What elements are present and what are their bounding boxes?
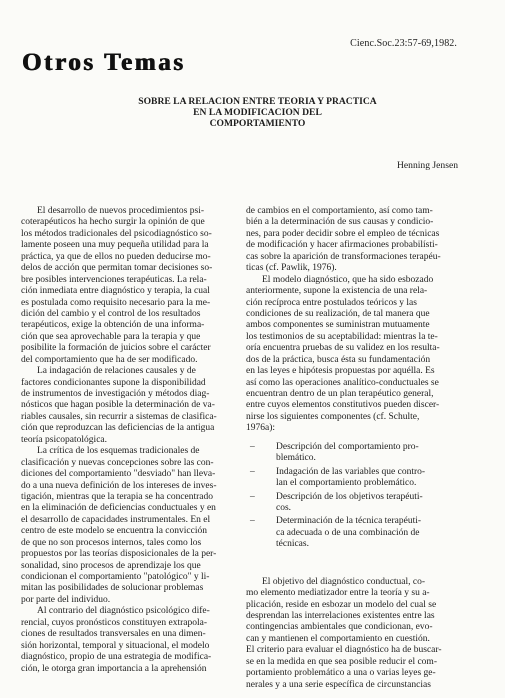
text-line: bién a la determinación de sus causas y condicio-: [246, 217, 434, 228]
list-item-line: cos.: [276, 502, 292, 513]
text-line: ción, le otorga gran importancia a la aprehensión: [21, 663, 207, 674]
text-line: La indagación de relaciones causales y de: [37, 366, 196, 377]
text-line: El modelo diagnóstico, que ha sido esbozado: [262, 274, 434, 285]
text-line: cas sobre la aparición de transformaciones terapéu-: [246, 251, 441, 262]
list-item: [246, 467, 459, 490]
text-line: nirse los siguientes componentes (cf. Schulte,: [246, 411, 420, 422]
text-line: en la eliminación de deficiencias conductuales y en: [21, 503, 216, 514]
text-line: ción que sea aprovechable para la terapia y que: [21, 331, 201, 342]
text-line: dos de la práctica, busca ésta su fundamentación: [246, 354, 431, 365]
text-line: los testimonios de su aceptabilidad: mientras la te-: [246, 331, 438, 342]
list-item-line: Descripción de los objetivos terapéuti-: [276, 491, 423, 502]
text-line: condicionan el comportamiento "patológico" y li-: [21, 572, 210, 582]
text-line: de cambios en el comportamiento, así como tam-: [246, 206, 433, 216]
text-line: teoría psicopatológica.: [21, 434, 107, 445]
text-line: tigación, mientras que la terapia se ha concentrado: [21, 491, 214, 502]
text-line: bre posibles intervenciones terapéuticas. La rela-: [21, 274, 207, 285]
article-title-line: COMPORTAMIENTO: [209, 118, 306, 129]
right-column-bottom-text: [246, 577, 459, 691]
text-line: en las leyes e hipótesis propuestas por aquélla. Es: [246, 366, 435, 377]
text-line: ciones de resultados transversales en una dimen-: [21, 629, 206, 640]
text-line: el desarrollo de capacidades instrumentales. En el: [21, 514, 211, 525]
text-line: anteriormente, supone la existencia de una rela-: [246, 286, 428, 297]
text-line: es postulada como requisito necesario para la me-: [21, 297, 211, 308]
list-item-line: técnicas.: [276, 539, 309, 550]
text-line: de instrumentos de investigación y métodos diag-: [21, 389, 210, 399]
list-item-line: lan el comportamiento problemático.: [276, 478, 417, 489]
text-line: sión horizontal, temporal y situacional, el modelo: [21, 640, 210, 651]
right-column-top-text: [246, 206, 459, 435]
list-item-line: Indagación de las variables que contro-: [276, 466, 426, 477]
text-line: se en la medida en que sea posible reducir el com-: [246, 656, 437, 667]
text-line: sonalidad, sino procesos de aprendizaje los que: [21, 560, 201, 571]
text-line: de que no son procesos internos, tales como los: [21, 537, 202, 548]
text-line: ción que reproduzcan las deficiencias de la antigua: [21, 423, 215, 434]
text-line: mo elemento mediatizador entre la teoría y su a-: [246, 588, 430, 599]
text-line: diciones del comportamiento "desviado" han lleva-: [21, 469, 216, 480]
text-line: dición del cambio y el control de los resultados: [21, 308, 201, 319]
text-line: Al contrario del diagnóstico psicológico dife-: [37, 606, 210, 617]
text-line: ticas (cf. Pawlik, 1976).: [246, 263, 337, 274]
author-name: Henning Jensen: [396, 160, 458, 171]
list-item: [246, 516, 459, 550]
text-line: así como las operaciones analítico-conductuales se: [246, 377, 439, 388]
text-line: centro de este modelo se encuentra la convicción: [21, 526, 207, 537]
text-line: oría encuentra pruebas de su validez en los resulta-: [246, 343, 440, 354]
text-line: terapéuticos, exige la obtención de una informa-: [21, 320, 205, 331]
list-item-line: Determinación de la técnica terapéuti-: [276, 516, 422, 527]
text-line: mitan las posibilidades de solucionar problemas: [21, 583, 204, 594]
text-line: propuestos por las teorías disposicionales de la per-: [21, 549, 217, 560]
list-item-line: blemático.: [276, 453, 316, 464]
list-item: [246, 442, 459, 465]
list-dash: –: [250, 466, 255, 477]
list-item-line: Descripción del comportamiento pro-: [276, 441, 419, 452]
text-line: nes, para poder decidir sobre el empleo de técnicas: [246, 228, 440, 239]
article-title-line: EN LA MODIFICACION DEL: [193, 107, 322, 118]
text-line: ambos componentes se suministran mutuamente: [246, 320, 430, 331]
text-line: los métodos tradicionales del psicodiagnóstico so-: [21, 228, 212, 239]
journal-citation: Cienc.Soc.23:57-69,1982.: [350, 38, 457, 49]
text-line: coterapéuticos ha hecho surgir la opinión de que: [21, 217, 205, 228]
text-line: portamiento problemático a una o varias leyes ge-: [246, 668, 436, 679]
article-title: [105, 96, 410, 129]
text-line: nerales y a una serie específica de circunstancias: [246, 679, 431, 690]
text-line: nósticos que hagan posible la determinación de va-: [21, 400, 215, 411]
text-line: 1976a):: [246, 423, 276, 434]
text-line: diagnóstico, propio de una estrategia de modifica-: [21, 652, 212, 663]
text-line: desprendan las interrelaciones existentes entre las: [246, 611, 435, 621]
text-line: delos de acción que permitan tomar decisiones so-: [21, 263, 213, 274]
text-line: práctica, ya que de ellos no pueden deducirse mo-: [21, 251, 211, 262]
text-line: encuentran dentro de un plan terapéutico general,: [246, 389, 434, 399]
text-line: de modificación y hacer afirmaciones probabilísti-: [246, 240, 438, 251]
text-line: posibilite la formación de juicios sobre el carácter: [21, 343, 211, 354]
text-line: El criterio para evaluar el diagnóstico ha de buscar-: [246, 645, 442, 656]
text-line: por parte del individuo.: [21, 594, 111, 605]
list-dash: –: [250, 441, 255, 452]
left-text-column: [21, 206, 235, 675]
text-line: condiciones de su realización, de tal manera que: [246, 308, 430, 319]
section-title: Otros Temas: [22, 49, 186, 76]
text-line: clasificación y nuevas concepciones sobre las con-: [21, 457, 214, 468]
text-line: ción recíproca entre postulados teóricos y las: [246, 297, 417, 308]
list-dash: –: [250, 516, 255, 527]
text-line: lamente poseen una muy pequeña utilidad para la: [21, 240, 209, 251]
article-title-line: SOBRE LA RELACION ENTRE TEORIA Y PRACTICA: [138, 96, 377, 107]
right-text-column: [246, 206, 459, 691]
text-line: factores condicionantes supone la disponibilidad: [21, 377, 206, 388]
text-line: riables causales, sin recurrir a sistemas de clasifica-: [21, 411, 217, 422]
text-line: contingencias ambientales que condicionan, evo-: [246, 622, 433, 633]
text-line: do a una nueva definición de los intereses de inves-: [21, 480, 217, 491]
text-line: plicación, reside en esbozar un modelo del cual se: [246, 599, 437, 610]
text-line: El objetivo del diagnóstico conductual, co-: [262, 576, 426, 587]
list-dash: –: [250, 491, 255, 502]
text-line: del comportamiento que ha de ser modificado.: [21, 354, 198, 365]
component-list: [246, 442, 459, 551]
text-line: entre cuyos elementos constitutivos pueden discer-: [246, 400, 440, 411]
list-item-line: ca adecuada o de una combinación de: [276, 527, 420, 538]
text-line: ción inmediata entre diagnóstico y terapia, la cual: [21, 286, 210, 297]
text-line: can y mantienen el comportamiento en cuestión.: [246, 633, 430, 644]
text-line: rencial, cuyos pronósticos constituyen extrapola-: [21, 617, 207, 628]
text-line: La crítica de los esquemas tradicionales de: [37, 446, 200, 457]
list-item: [246, 492, 459, 515]
text-line: El desarrollo de nuevos procedimientos psi-: [37, 206, 205, 216]
